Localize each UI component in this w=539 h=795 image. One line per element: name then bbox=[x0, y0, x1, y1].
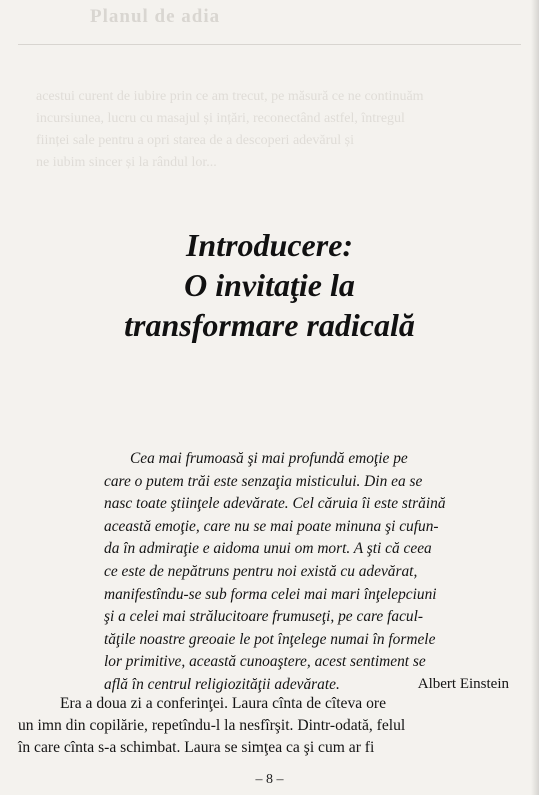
quote-line: nasc toate ştiinţele adevărate. Cel căruia îi este străină bbox=[104, 495, 446, 513]
chapter-title-line-1: Introducere: bbox=[185, 227, 354, 263]
body-line: Era a doua zi a conferinţei. Laura cînta de cîteva ore bbox=[60, 695, 386, 712]
quote-line: care o putem trăi este senzaţia misticului. Din ea se bbox=[104, 472, 423, 490]
quote-line: da în admiraţie e aidoma unui om mort. A şti că ceea bbox=[104, 540, 432, 558]
quote-line: ce este de nepătruns pentru noi există cu adevărat, bbox=[104, 562, 418, 580]
chapter-title-line-2: O invitaţie la bbox=[184, 267, 355, 303]
quote-line: Cea mai frumoasă şi mai profundă emoţie pe bbox=[130, 450, 408, 467]
body-line: un imn din copilărie, repetîndu-l la nesfîrşit. Dintr-odată, felul bbox=[18, 717, 406, 734]
chapter-title bbox=[0, 225, 539, 345]
quote-line: manifestîndu-se sub forma celei mai mari înţelepciuni bbox=[104, 585, 437, 603]
quote-line: şi a celei mai strălucitoare frumuseţi, pe care facul- bbox=[104, 608, 424, 626]
bleed-line: ne iubim sincer și la rândul lor... bbox=[36, 155, 217, 170]
page-number: – 8 – bbox=[255, 772, 284, 787]
body-line: în care cînta s-a schimbat. Laura se simţea ca şi cum ar fi bbox=[18, 739, 375, 756]
quote-line: tăţile noastre greoaie le pot înţelege numai în formele bbox=[104, 630, 436, 648]
chapter-title-line-3: transformare radicală bbox=[124, 307, 415, 343]
quote-line: află în centrul religiozităţii adevărate. bbox=[104, 675, 340, 693]
quote-line: lor primitive, această cunoaştere, acest sentiment se bbox=[104, 653, 426, 671]
bleed-line: acestui curent de iubire prin ce am trecut, pe măsură ce ne continuăm bbox=[36, 89, 424, 104]
quote-line: această emoţie, care nu se mai poate minuna şi cufun- bbox=[104, 517, 439, 535]
bleed-through-rule bbox=[18, 44, 521, 45]
page-edge-shadow bbox=[531, 0, 539, 795]
body-paragraph bbox=[18, 693, 520, 759]
bleed-through-header: Planul de adia bbox=[90, 6, 221, 27]
bleed-line: incursiunea, lucru cu masajul și ințări, reconectând astfel, întregul bbox=[36, 111, 405, 126]
bleed-through-text bbox=[36, 86, 506, 174]
epigraph-quote bbox=[104, 448, 508, 697]
bleed-line: ființei sale pentru a opri starea de a descoperi adevărul și bbox=[36, 133, 354, 148]
quote-author: Albert Einstein bbox=[417, 676, 509, 692]
